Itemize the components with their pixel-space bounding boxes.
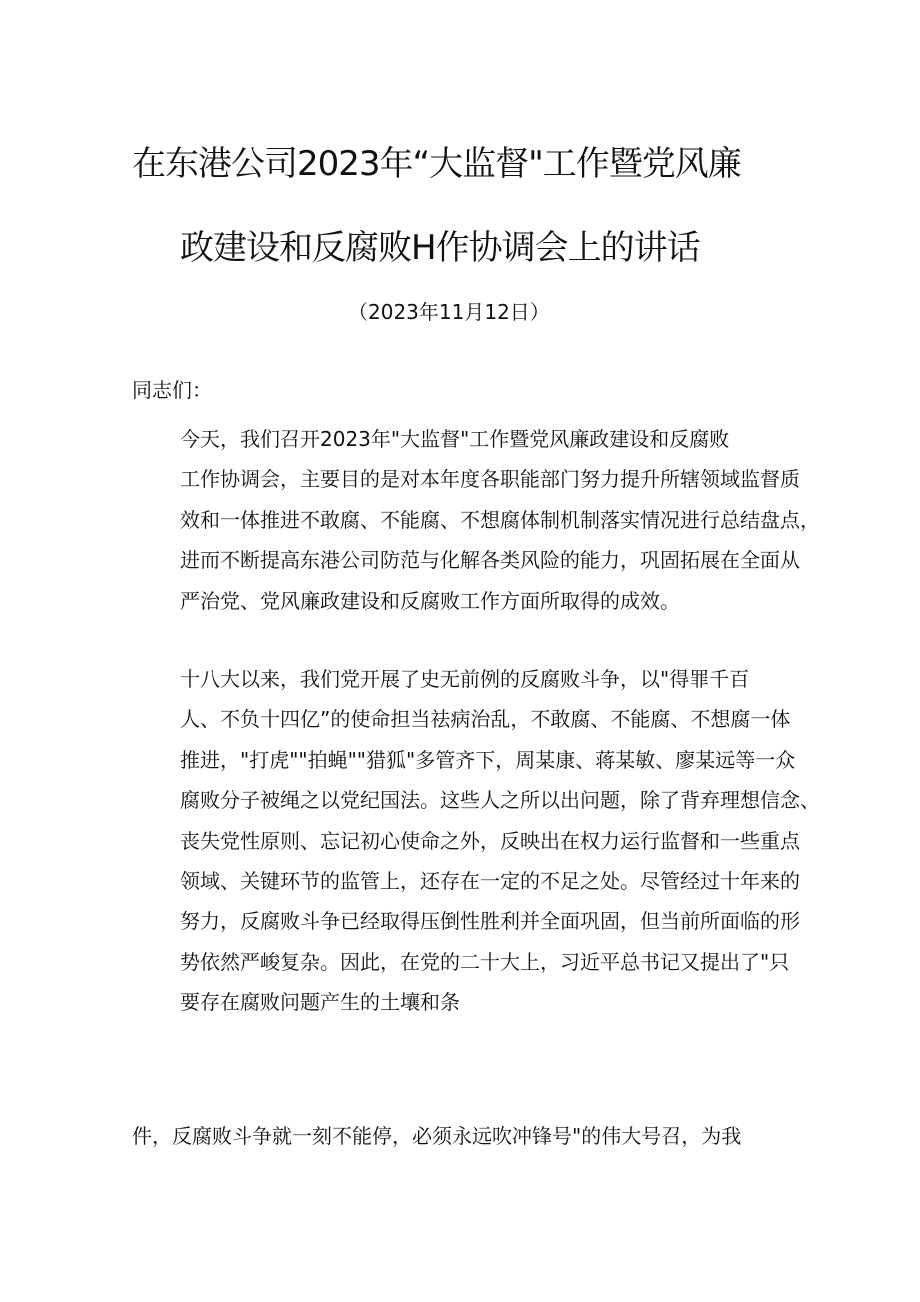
paragraph-line: 效和一体推进不敢腐、不能腐、不想腐体制机制落实情况进行总结盘点， <box>180 507 820 532</box>
paragraph-line: 推进，"打虎""拍蝇""猎狐"多管齐下，周某康、蒋某敏、廖某远等一众 <box>180 747 796 772</box>
document-title-line-2: 政建设和反腐败H作协调会上的讲话 <box>180 228 700 268</box>
paragraph-line: 工作协调会，主要目的是对本年度各职能部门努力提升所辖领域监督质 <box>180 467 800 492</box>
paragraph-line: 领域、关键环节的监管上，还存在一定的不足之处。尽管经过十年来的 <box>180 869 800 894</box>
paragraph-opening <box>132 419 820 621</box>
paragraph-line: 腐败分子被绳之以党纪国法。这些人之所以出问题，除了背弃理想信念、 <box>180 788 820 813</box>
paragraph-line: 十八大以来，我们党开展了史无前例的反腐败斗争，以"得罪千百 <box>180 667 750 691</box>
paragraph-line: 势依然严峻复杂。因此，在党的二十大上，习近平总书记又提出了"只 <box>180 949 790 974</box>
paragraph-continuation <box>132 1116 796 1156</box>
paragraph-background <box>132 659 820 1023</box>
paragraph-line: 丧失党性原则、忘记初心使命之外，反映出在权力运行监督和一些重点 <box>180 828 800 853</box>
salutation: 同志们： <box>132 378 212 402</box>
speech-date: （2023年11月12日） <box>348 300 550 324</box>
paragraph-line: 要存在腐败问题产生的土壤和条 <box>180 990 460 1015</box>
paragraph-line: 件，反腐败斗争就一刻不能停，必须永远吹冲锋号"的伟大号召，为我 <box>132 1124 742 1148</box>
document-title-line-1: 在东港公司2023年“大监督"工作暨党风廉 <box>132 144 741 184</box>
paragraph-line: 努力，反腐败斗争已经取得压倒性胜利并全面巩固，但当前所面临的形 <box>180 909 800 934</box>
paragraph-line: 进而不断提高东港公司防范与化解各类风险的能力，巩固拓展在全面从 <box>180 548 800 573</box>
paragraph-line: 今天，我们召开2023年"大监督"工作暨党风廉政建设和反腐败 <box>180 427 730 451</box>
paragraph-line: 人、不负十四亿”的使命担当祛病治乱，不敢腐、不能腐、不想腐一体 <box>180 707 791 732</box>
paragraph-line: 严治党、党风廉政建设和反腐败工作方面所取得的成效。 <box>180 588 680 613</box>
